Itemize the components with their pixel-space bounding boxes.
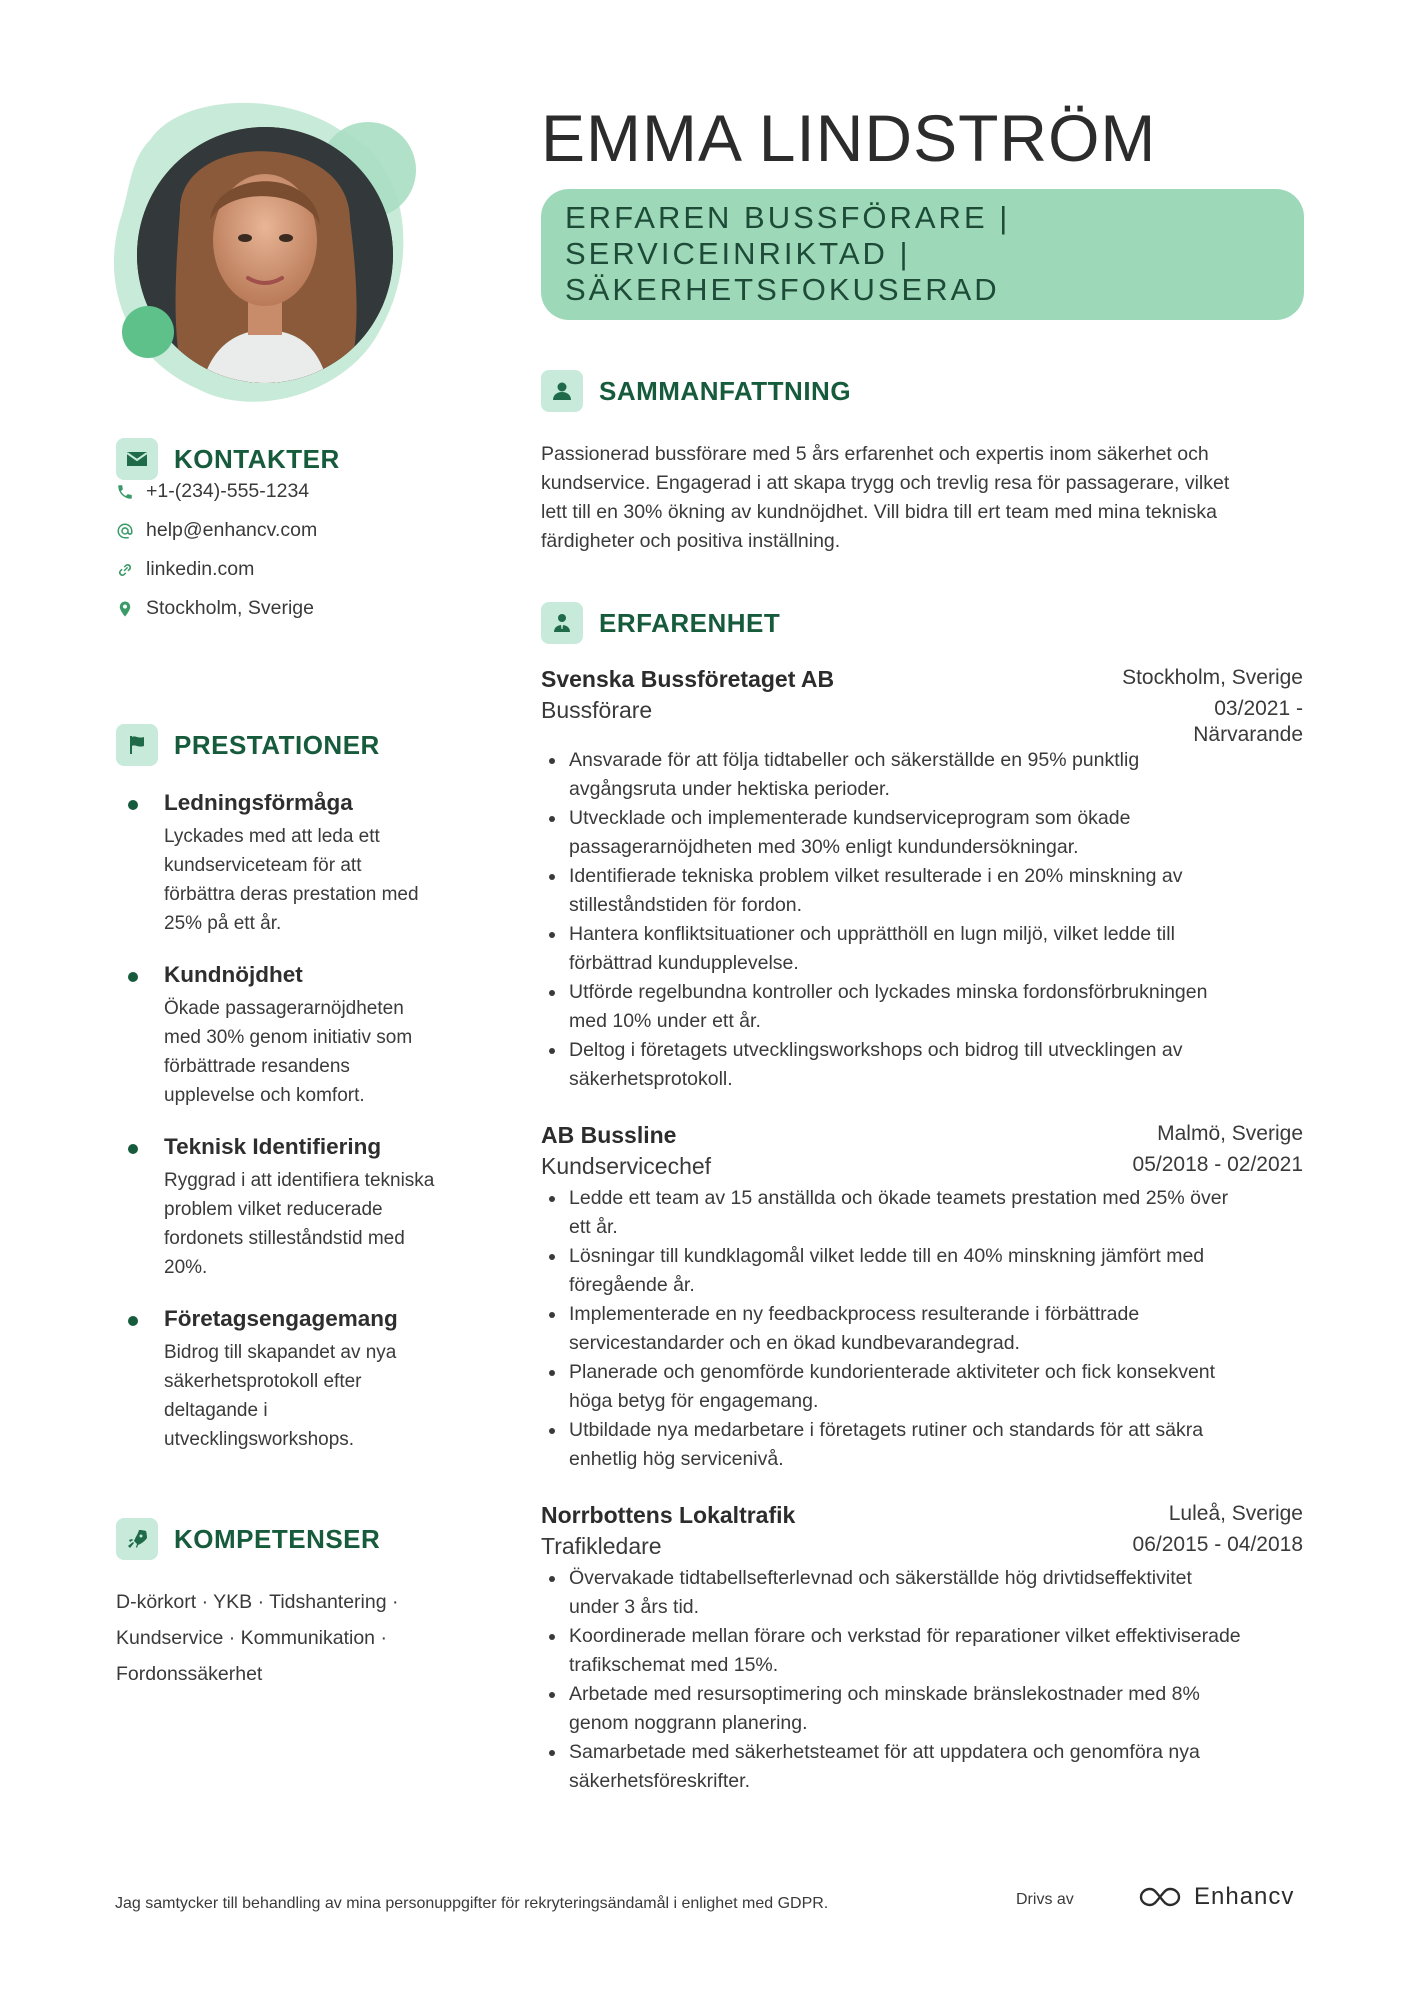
- job-bullets: [541, 1184, 1303, 1474]
- user-icon: [541, 370, 583, 412]
- contact-email-text: help@enhancv.com: [146, 519, 318, 541]
- achievement-title: Kundnöjdhet: [164, 962, 303, 987]
- achievement-line: problem vilket reducerade: [164, 1199, 383, 1220]
- job-bullet: [541, 862, 1303, 920]
- job-bullet: [541, 1184, 1303, 1242]
- contact-phone[interactable]: [116, 480, 496, 503]
- achievement-item: [116, 1134, 496, 1282]
- achievement-line: 20%.: [164, 1257, 208, 1278]
- bullet-line: Ansvarade för att följa tidtabeller och säkerställde en 95% punktlig: [569, 749, 1140, 771]
- contacts-header: [116, 438, 496, 480]
- experience-section: [541, 602, 1303, 1796]
- skills-line: Fordonssäkerhet: [116, 1663, 263, 1685]
- bullet-line: Hantera konfliktsituationer och upprätthöll en lugn miljö, vilket ledde till: [569, 923, 1175, 945]
- job-header-row: [541, 1122, 1303, 1180]
- briefcase-user-icon: [541, 602, 583, 644]
- contact-location: [116, 597, 496, 620]
- envelope-icon: [116, 438, 158, 480]
- job-left: [541, 666, 834, 724]
- location-pin-icon: [116, 600, 134, 618]
- summary-line: färdigheter och positiva inställning.: [541, 530, 841, 552]
- achievement-item: [116, 790, 496, 938]
- contact-linkedin-text: linkedin.com: [146, 558, 255, 580]
- achievements-section: [116, 724, 496, 1454]
- bullet-line: trafikschemat med 15%.: [569, 1654, 779, 1676]
- achievement-line: utvecklingsworkshops.: [164, 1429, 355, 1450]
- job-bullet: [541, 1358, 1303, 1416]
- bullet-line: passagerarnöjdheten med 30% enligt kundundersökningar.: [569, 836, 1079, 858]
- achievement-line: Bidrog till skapandet av nya: [164, 1342, 397, 1363]
- achievement-line: förbättrade resandens: [164, 1056, 350, 1077]
- bullet-line: Utbildade nya medarbetare i företagets rutiner och standards för att säkra: [569, 1419, 1204, 1441]
- profile-photo: [110, 100, 430, 410]
- job-bullets: [541, 746, 1303, 1094]
- bullet-line: säkerhetsprotokoll.: [569, 1068, 733, 1090]
- job-entry: [541, 1502, 1303, 1796]
- job-dates: [1133, 1532, 1303, 1558]
- candidate-name: EMMA LINDSTRÖM: [541, 101, 1157, 175]
- job-dates-line: 06/2015 - 04/2018: [1132, 1533, 1303, 1556]
- achievement-description: [164, 994, 496, 1110]
- bullet-line: föregående år.: [569, 1274, 695, 1296]
- bullet-line: med 10% under ett år.: [569, 1010, 761, 1032]
- headline-line: SÄKERHETSFOKUSERAD: [565, 272, 1000, 307]
- job-bullet: [541, 804, 1303, 862]
- skills-line: Kundservice · Kommunikation ·: [116, 1627, 387, 1649]
- job-bullet: [541, 978, 1303, 1036]
- brand-name: Enhancv: [1194, 1883, 1295, 1910]
- bullet-line: Deltog i företagets utvecklingsworkshops och bidrog till utvecklingen av: [569, 1039, 1183, 1061]
- job-entry: [541, 1122, 1303, 1474]
- at-icon: [116, 522, 134, 540]
- job-bullet: [541, 1680, 1303, 1738]
- achievements-header: [116, 724, 496, 766]
- bullet-dot: [128, 972, 138, 982]
- bullet-line: Planerade och genomförde kundorienterade aktiviteter och fick konsekvent: [569, 1361, 1216, 1383]
- bullet-line: höga betyg för engagemang.: [569, 1390, 819, 1412]
- bullet-line: enhetlig hög servicenivå.: [569, 1448, 784, 1470]
- profile-photo-area: [110, 100, 430, 410]
- job-entry: [541, 666, 1303, 1094]
- achievement-title: Företagsengagemang: [164, 1306, 398, 1331]
- job-bullet: [541, 1738, 1303, 1796]
- headline-line: ERFAREN BUSSFÖRARE |: [565, 200, 1011, 235]
- job-bullet: [541, 920, 1303, 978]
- job-role: Kundservicechef: [541, 1153, 712, 1179]
- skills-list: [116, 1584, 486, 1692]
- bullet-line: under 3 års tid.: [569, 1596, 700, 1618]
- achievement-line: deltagande i: [164, 1400, 268, 1421]
- bullet-line: stilleståndstiden för fordon.: [569, 894, 803, 916]
- job-bullet: [541, 1036, 1303, 1094]
- phone-icon: [116, 483, 134, 501]
- job-dates-line: 05/2018 - 02/2021: [1132, 1153, 1303, 1176]
- job-right: [1133, 1502, 1303, 1558]
- gdpr-consent-text: Jag samtycker till behandling av mina personuppgifter för rekryteringsändamål i enlighet med GDPR.: [115, 1895, 829, 1912]
- bullet-line: ett år.: [569, 1216, 618, 1238]
- summary-line: Passionerad bussförare med 5 års erfarenhet och expertis inom säkerhet och: [541, 443, 1209, 465]
- achievement-line: upplevelse och komfort.: [164, 1085, 365, 1106]
- infinity-logo-icon: [1136, 1884, 1184, 1910]
- contacts-heading: KONTAKTER: [174, 443, 340, 474]
- job-location: Malmö, Sverige: [1157, 1122, 1303, 1145]
- job-bullet: [541, 1564, 1303, 1622]
- job-bullet: [541, 1300, 1303, 1358]
- achievement-line: förbättra deras prestation med: [164, 884, 419, 905]
- job-right: [1133, 1122, 1303, 1178]
- summary-line: kundservice. Engagerad i att skapa trygg och trevlig resa för passagerare, vilket: [541, 472, 1230, 494]
- achievement-item: [116, 1306, 496, 1454]
- skills-line: D-körkort · YKB · Tidshantering ·: [116, 1591, 399, 1613]
- bullet-line: Ledde ett team av 15 anställda och ökade teamets prestation med 25% över: [569, 1187, 1229, 1209]
- achievement-item: [116, 962, 496, 1110]
- bullet-line: Utvecklade och implementerade kundserviceprogram som ökade: [569, 807, 1131, 829]
- bullet-line: Koordinerade mellan förare och verkstad för reparationer vilket effektiviserade: [569, 1625, 1241, 1647]
- summary-header: [541, 370, 1303, 412]
- achievement-line: fordonets stilleståndstid med: [164, 1228, 405, 1249]
- bullet-dot: [128, 1144, 138, 1154]
- job-location: Luleå, Sverige: [1168, 1502, 1303, 1525]
- bullet-dot: [128, 1316, 138, 1326]
- job-left: [541, 1122, 711, 1180]
- bullet-line: Utförde regelbundna kontroller och lyckades minska fordonsförbrukningen: [569, 981, 1208, 1003]
- job-bullets: [541, 1564, 1303, 1796]
- achievement-line: med 30% genom initiativ som: [164, 1027, 413, 1048]
- bullet-line: Lösningar till kundklagomål vilket ledde till en 40% minskning jämfört med: [569, 1245, 1205, 1267]
- job-bullet: [541, 1416, 1303, 1474]
- bullet-line: Arbetade med resursoptimering och minskade bränslekostnader med 8%: [569, 1683, 1200, 1705]
- summary-line: lett till en 30% ökning av kundnöjdhet. Vill bidra till ert team med mina tekniska: [541, 501, 1217, 523]
- contact-email[interactable]: [116, 519, 496, 542]
- skills-heading: KOMPETENSER: [174, 1523, 381, 1554]
- job-company: Norrbottens Lokaltrafik: [541, 1502, 796, 1528]
- experience-heading: ERFARENHET: [599, 607, 781, 638]
- job-location: Stockholm, Sverige: [1122, 666, 1303, 689]
- experience-header: [541, 602, 1303, 644]
- powered-by-label: Drivs av: [1016, 1891, 1074, 1908]
- bullet-line: säkerhetsföreskrifter.: [569, 1770, 750, 1792]
- achievement-title: Teknisk Identifiering: [164, 1134, 382, 1159]
- job-company: AB Bussline: [541, 1122, 677, 1148]
- job-company: Svenska Bussföretaget AB: [541, 666, 835, 692]
- summary-heading: SAMMANFATTNING: [599, 375, 852, 406]
- headline-line: SERVICEINRIKTAD |: [565, 236, 911, 271]
- bullet-line: genom noggrann planering.: [569, 1712, 808, 1734]
- achievement-description: [164, 1166, 496, 1282]
- bullet-line: Implementerade en ny feedbackprocess resulterande i förbättrade: [569, 1303, 1140, 1325]
- achievement-title: Ledningsförmåga: [164, 790, 353, 815]
- bullet-line: servicestandarder och en ökad kundbevarandegrad.: [569, 1332, 1020, 1354]
- achievements-heading: PRESTATIONER: [174, 729, 380, 760]
- achievement-description: [164, 1338, 496, 1454]
- achievement-line: Ryggrad i att identifiera tekniska: [164, 1170, 435, 1191]
- job-right: [1122, 666, 1303, 748]
- skills-header: [116, 1518, 486, 1560]
- bullet-line: Samarbetade med säkerhetsteamet för att uppdatera och genomföra nya: [569, 1741, 1200, 1763]
- achievement-line: säkerhetsprotokoll efter: [164, 1371, 362, 1392]
- achievement-description: [164, 822, 496, 938]
- bullet-line: avgångsruta under hektiska perioder.: [569, 778, 890, 800]
- contacts-section: [116, 438, 496, 636]
- achievement-line: Ökade passagerarnöjdheten: [164, 998, 404, 1019]
- job-dates-line: Närvarande: [1193, 723, 1303, 746]
- enhancv-logo[interactable]: [1136, 1883, 1294, 1911]
- achievement-line: kundserviceteam för att: [164, 855, 362, 876]
- headline-box: [541, 189, 1304, 320]
- job-role: Bussförare: [541, 697, 653, 723]
- contact-location-text: Stockholm, Sverige: [146, 597, 314, 619]
- job-bullet: [541, 1622, 1303, 1680]
- achievement-line: 25% på ett år.: [164, 913, 282, 934]
- summary-text: [541, 440, 1303, 556]
- job-bullet: [541, 746, 1303, 804]
- bullet-dot: [128, 800, 138, 810]
- bullet-line: Övervakade tidtabellsefterlevnad och säkerställde hög drivtidseffektivitet: [569, 1567, 1192, 1589]
- job-left: [541, 1502, 795, 1560]
- job-header-row: [541, 1502, 1303, 1560]
- bullet-line: förbättrad kundupplevelse.: [569, 952, 799, 974]
- job-dates: [1122, 696, 1303, 748]
- skills-section: [116, 1518, 486, 1692]
- bullet-line: Identifierade tekniska problem vilket resulterade i en 20% minskning av: [569, 865, 1183, 887]
- rocket-icon: [116, 1518, 158, 1560]
- job-dates-line: 03/2021 -: [1214, 697, 1303, 720]
- link-icon: [116, 561, 134, 579]
- achievement-line: Lyckades med att leda ett: [164, 826, 380, 847]
- flag-icon: [116, 724, 158, 766]
- job-dates: [1133, 1152, 1303, 1178]
- contact-linkedin[interactable]: [116, 558, 496, 581]
- job-bullet: [541, 1242, 1303, 1300]
- summary-section: [541, 370, 1303, 556]
- contact-phone-text: +1-(234)-555-1234: [146, 480, 310, 502]
- job-header-row: [541, 666, 1303, 748]
- job-role: Trafikledare: [541, 1533, 662, 1559]
